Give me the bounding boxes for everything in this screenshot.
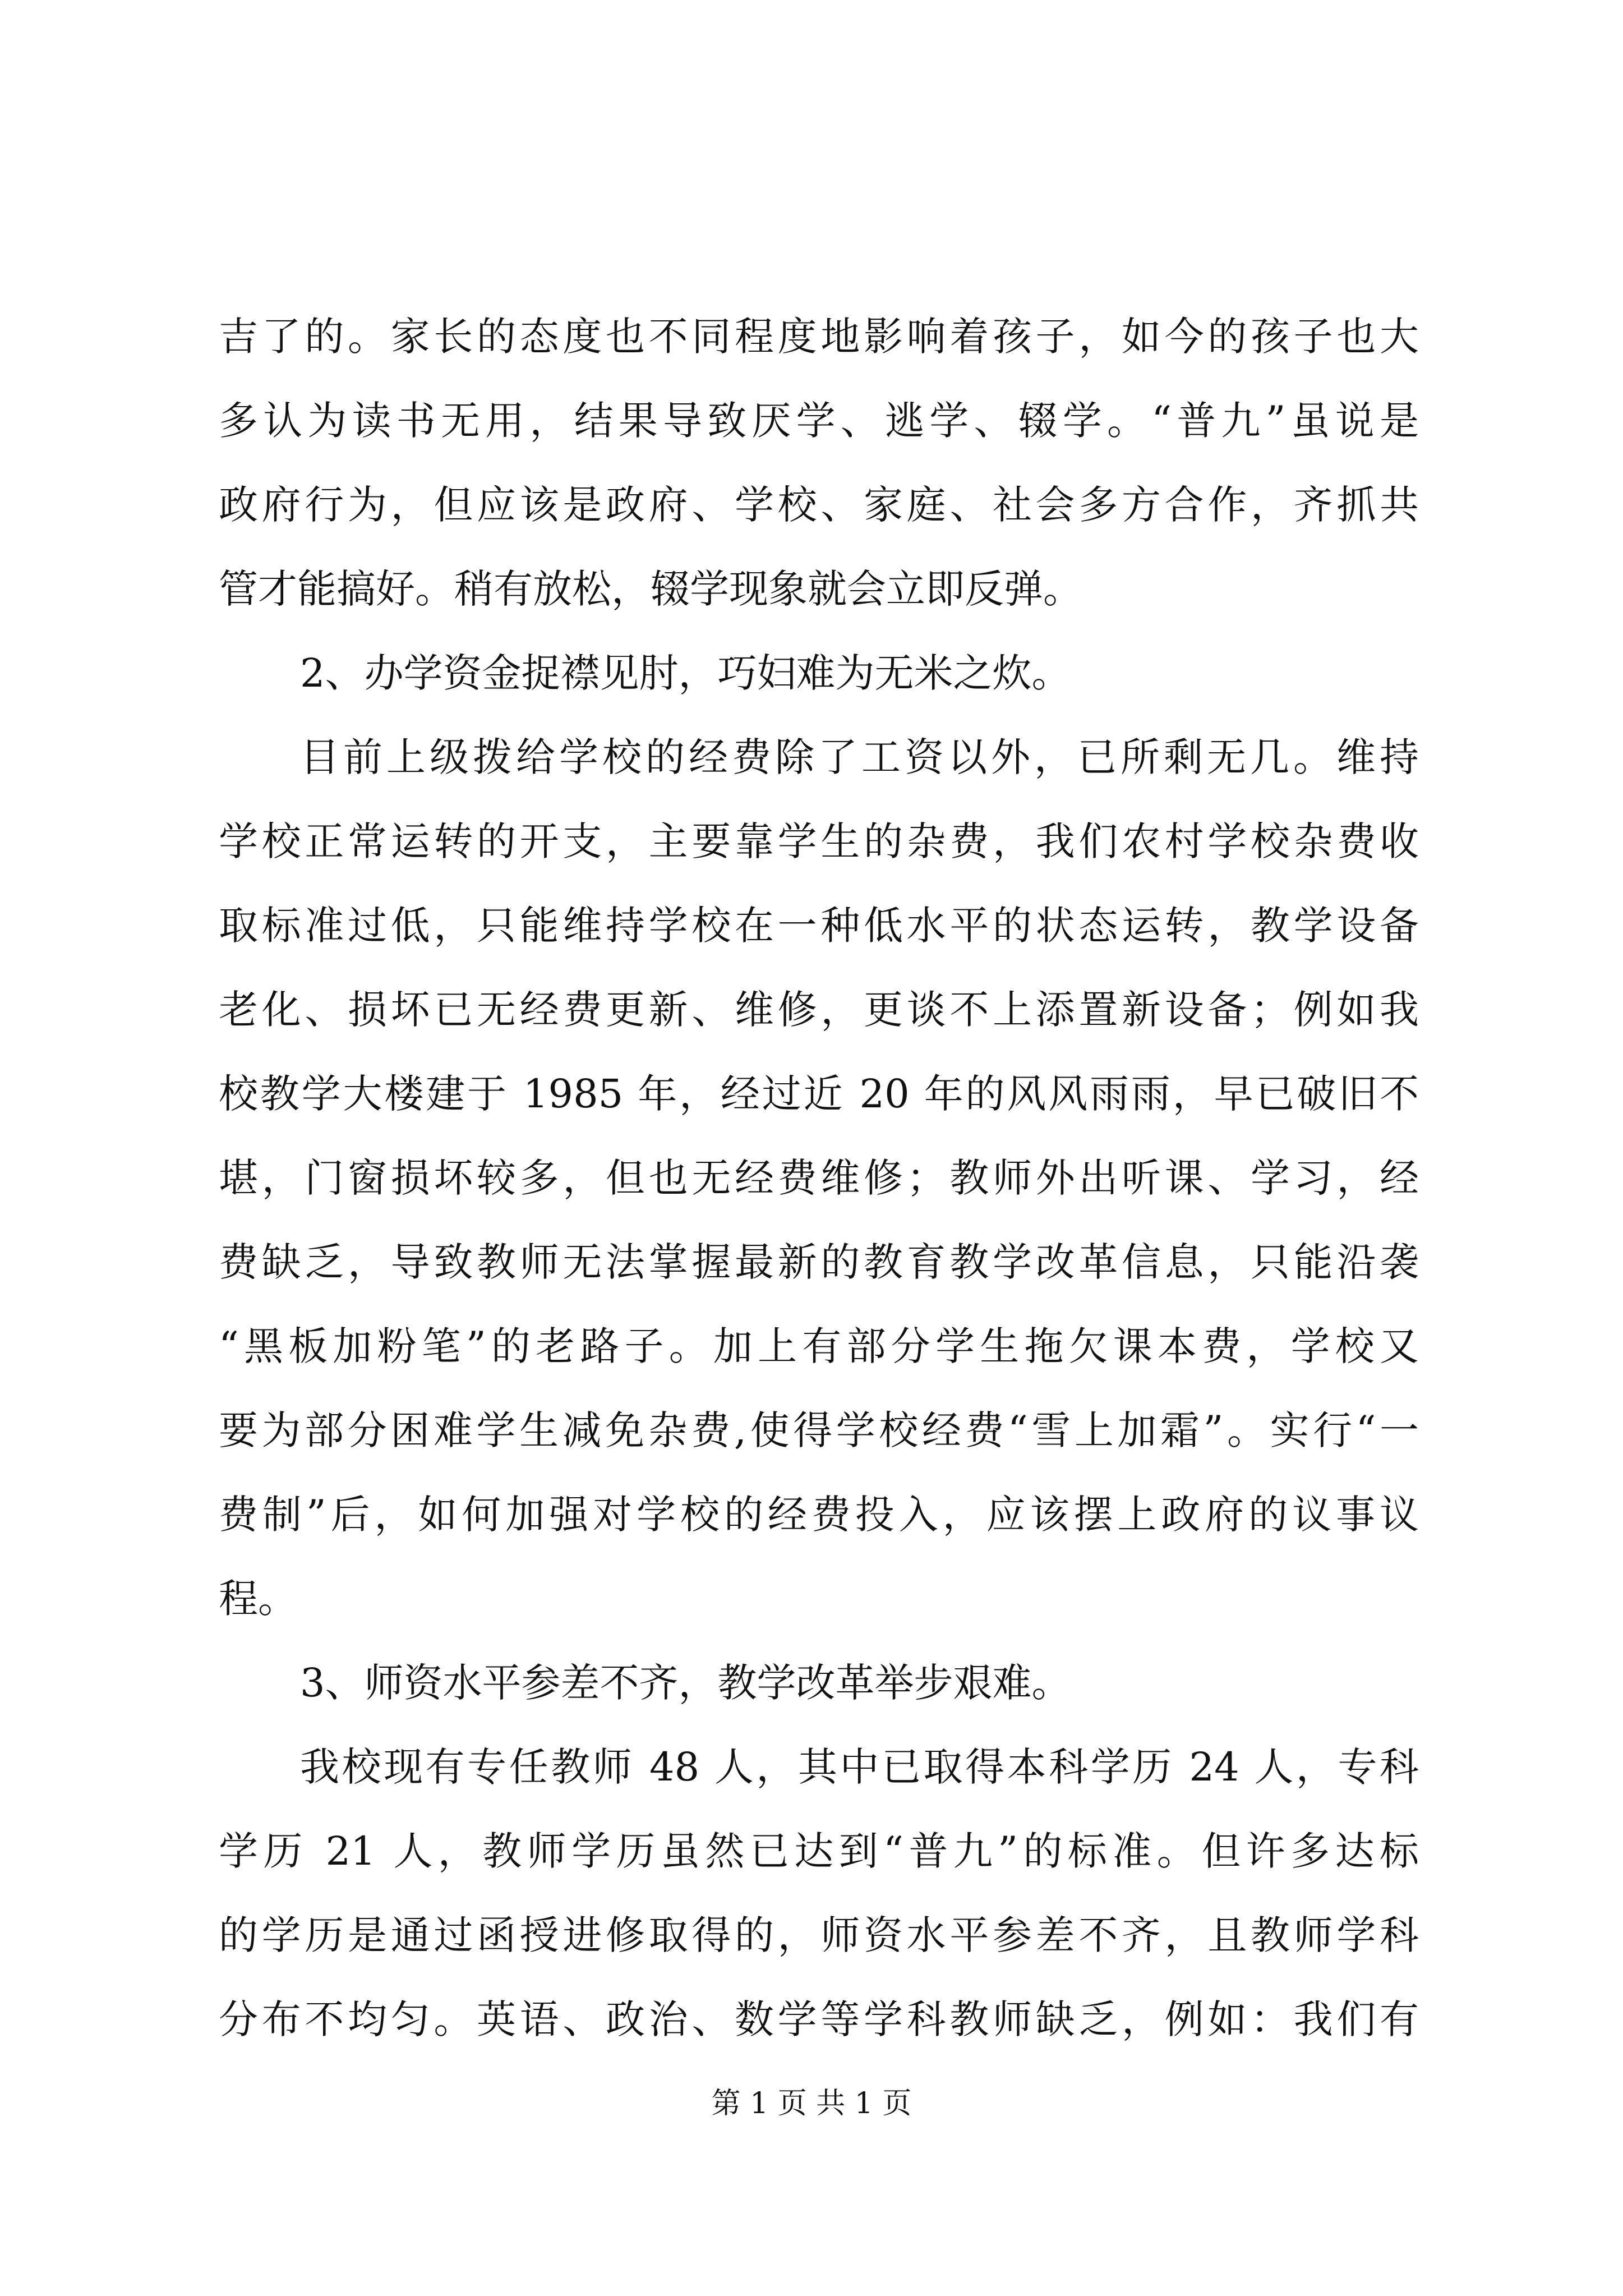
text-line: 程。: [219, 1576, 297, 1622]
text-line: 政府行为，但应该是政府、学校、家庭、社会多方合作，齐抓共: [219, 482, 1419, 528]
text-line: 学校正常运转的开支，主要靠学生的杂费，我们农村学校杂费收: [219, 818, 1419, 864]
text-line: 我校现有专任教师 48 人，其中已取得本科学历 24 人，专科: [300, 1744, 1419, 1790]
text-line: 堪，门窗损坏较多，但也无经费维修；教师外出听课、学习，经: [219, 1155, 1419, 1201]
text-line: 分布不均匀。英语、政治、数学等学科教师缺乏，例如：我们有: [219, 1996, 1419, 2042]
text-line: 要为部分困难学生减免杂费,使得学校经费“雪上加霜”。实行“一: [219, 1407, 1419, 1453]
text-line: 目前上级拨给学校的经费除了工资以外，已所剩无几。维持: [300, 734, 1419, 780]
text-line: 吉了的。家长的态度也不同程度地影响着孩子，如今的孩子也大: [219, 314, 1419, 360]
page-number-footer: 第 1 页 共 1 页: [711, 2087, 912, 2120]
section-heading: 2、办学资金捉襟见肘，巧妇难为无米之炊。: [300, 650, 1071, 696]
text-line: “黑板加粉笔”的老路子。加上有部分学生拖欠课本费，学校又: [219, 1323, 1419, 1369]
text-line: 的学历是通过函授进修取得的，师资水平参差不齐，且教师学科: [219, 1912, 1419, 1958]
text-line: 费缺乏，导致教师无法掌握最新的教育教学改革信息，只能沿袭: [219, 1239, 1419, 1285]
text-line: 取标准过低，只能维持学校在一种低水平的状态运转，教学设备: [219, 903, 1419, 949]
text-line: 管才能搞好。稍有放松，辍学现象就会立即反弹。: [219, 566, 1082, 612]
text-line: 校教学大楼建于 1985 年，经过近 20 年的风风雨雨，早已破旧不: [219, 1071, 1419, 1117]
text-line: 费制”后，如何加强对学校的经费投入，应该摆上政府的议事议: [219, 1492, 1419, 1538]
text-line: 多认为读书无用，结果导致厌学、逃学、辍学。“普九”虽说是: [219, 398, 1419, 444]
text-line: 学历 21 人，教师学历虽然已达到“普九”的标准。但许多达标: [219, 1828, 1419, 1874]
text-line: 老化、损坏已无经费更新、维修，更谈不上添置新设备；例如我: [219, 987, 1419, 1033]
section-heading: 3、师资水平参差不齐，教学改革举步艰难。: [300, 1660, 1071, 1706]
